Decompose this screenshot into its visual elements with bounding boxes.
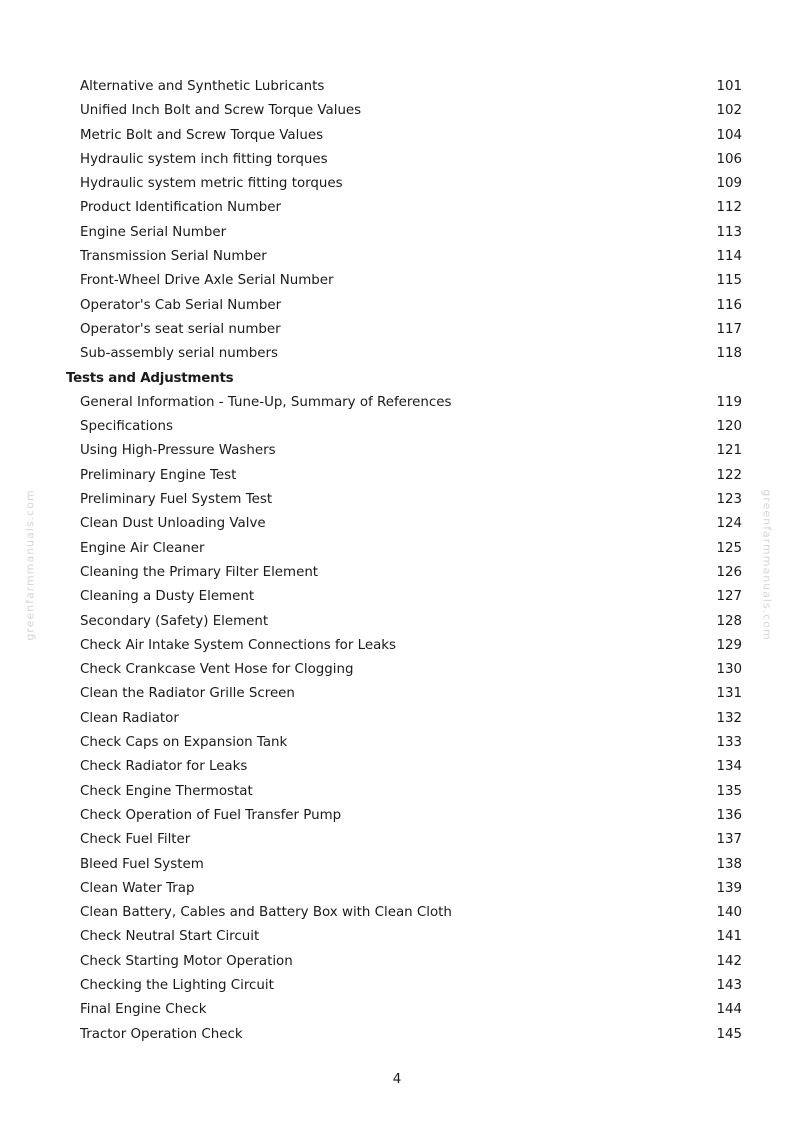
toc-entry-page: 136 bbox=[716, 807, 742, 823]
toc-entry[interactable] bbox=[0, 99, 794, 123]
toc-entry-title: Secondary (Safety) Element bbox=[80, 613, 269, 629]
watermark-left: greenfarmmanuals.com bbox=[23, 489, 37, 641]
toc-entry-page: 126 bbox=[716, 564, 742, 580]
toc-entry-page: 134 bbox=[716, 759, 742, 775]
toc-entry[interactable] bbox=[0, 196, 794, 220]
toc-entry-title: Sub-assembly serial numbers bbox=[80, 346, 279, 362]
toc-entry[interactable] bbox=[0, 610, 794, 634]
toc-entry-page: 125 bbox=[716, 540, 742, 556]
toc-entry-title: Hydraulic system metric fitting torques bbox=[80, 176, 343, 192]
toc-entry-title: Check Crankcase Vent Hose for Clogging bbox=[80, 662, 354, 678]
toc-entry[interactable] bbox=[0, 853, 794, 877]
toc-entry[interactable] bbox=[0, 925, 794, 949]
toc-entry[interactable] bbox=[0, 828, 794, 852]
toc-section-heading[interactable] bbox=[0, 367, 794, 391]
toc-entry-title: Preliminary Engine Test bbox=[80, 467, 237, 483]
toc-entry-page: 123 bbox=[716, 492, 742, 508]
toc-entry[interactable] bbox=[0, 318, 794, 342]
toc-entry-page: 117 bbox=[716, 321, 742, 337]
toc-entry-title: Preliminary Fuel System Test bbox=[80, 492, 273, 508]
toc-entry-title: Clean the Radiator Grille Screen bbox=[80, 686, 295, 702]
toc-entry-page: 132 bbox=[716, 710, 742, 726]
toc-entry-page: 122 bbox=[716, 467, 742, 483]
toc-entry-page: 102 bbox=[716, 103, 742, 119]
toc-entry-title: Alternative and Synthetic Lubricants bbox=[80, 79, 325, 94]
toc-entry-page: 129 bbox=[716, 637, 742, 653]
toc-entry-title: Check Neutral Start Circuit bbox=[80, 929, 260, 945]
toc-entry[interactable] bbox=[0, 780, 794, 804]
toc-entry-title: Check Operation of Fuel Transfer Pump bbox=[80, 807, 342, 823]
toc-entry[interactable] bbox=[0, 1023, 794, 1047]
toc-entry[interactable] bbox=[0, 707, 794, 731]
toc-entry[interactable] bbox=[0, 148, 794, 172]
toc-entry[interactable] bbox=[0, 294, 794, 318]
toc-entry-title: Operator's seat serial number bbox=[80, 321, 281, 337]
toc-entry-title: Clean Battery, Cables and Battery Box with Clean Cloth bbox=[80, 905, 452, 921]
toc-entry-title: Cleaning a Dusty Element bbox=[80, 589, 255, 605]
table-of-contents bbox=[0, 75, 794, 1047]
watermark-right: greenfarmmanuals.com bbox=[760, 489, 774, 641]
toc-entry[interactable] bbox=[0, 998, 794, 1022]
toc-entry-page: 140 bbox=[716, 905, 742, 921]
toc-entry-page: 133 bbox=[716, 735, 742, 751]
toc-entry-page: 135 bbox=[716, 783, 742, 799]
toc-entry-page: 131 bbox=[716, 686, 742, 702]
toc-entry-page: 113 bbox=[716, 224, 742, 240]
toc-entry[interactable] bbox=[0, 537, 794, 561]
toc-entry-page: 112 bbox=[716, 200, 742, 216]
toc-entry-title: Specifications bbox=[80, 419, 173, 435]
toc-entry-page: 138 bbox=[716, 856, 742, 872]
toc-entry[interactable] bbox=[0, 658, 794, 682]
toc-entry-page: 114 bbox=[716, 249, 742, 265]
toc-entry[interactable] bbox=[0, 755, 794, 779]
toc-entry[interactable] bbox=[0, 488, 794, 512]
toc-entry[interactable] bbox=[0, 342, 794, 366]
toc-entry[interactable] bbox=[0, 950, 794, 974]
toc-entry-title: Using High-Pressure Washers bbox=[80, 443, 276, 459]
toc-entry[interactable] bbox=[0, 415, 794, 439]
toc-entry[interactable] bbox=[0, 172, 794, 196]
toc-entry[interactable] bbox=[0, 269, 794, 293]
toc-entry-page: 120 bbox=[716, 419, 742, 435]
toc-entry-page: 144 bbox=[716, 1002, 742, 1018]
toc-entry[interactable] bbox=[0, 731, 794, 755]
toc-entry-page: 143 bbox=[716, 977, 742, 993]
toc-entry[interactable] bbox=[0, 221, 794, 245]
toc-entry-title: Check Radiator for Leaks bbox=[80, 759, 248, 775]
toc-entry[interactable] bbox=[0, 391, 794, 415]
toc-entry-page: 119 bbox=[716, 394, 742, 410]
toc-entry-page: 115 bbox=[716, 273, 742, 289]
toc-entry-title: Front-Wheel Drive Axle Serial Number bbox=[80, 273, 334, 289]
toc-entry-title: Tractor Operation Check bbox=[80, 1026, 243, 1042]
toc-entry-title: Final Engine Check bbox=[80, 1002, 207, 1018]
toc-entry-title: Check Engine Thermostat bbox=[80, 783, 253, 799]
toc-entry-page: 116 bbox=[716, 297, 742, 313]
toc-entry[interactable] bbox=[0, 464, 794, 488]
toc-entry-page: 142 bbox=[716, 953, 742, 969]
toc-entry-page: 109 bbox=[716, 176, 742, 192]
toc-entry[interactable] bbox=[0, 245, 794, 269]
toc-entry-title: Cleaning the Primary Filter Element bbox=[80, 564, 319, 580]
toc-entry-page: 137 bbox=[716, 832, 742, 848]
toc-entry-title: Transmission Serial Number bbox=[80, 249, 267, 265]
toc-entry-title: Bleed Fuel System bbox=[80, 856, 204, 872]
toc-entry-title: Metric Bolt and Screw Torque Values bbox=[80, 127, 324, 143]
toc-entry[interactable] bbox=[0, 585, 794, 609]
toc-entry-title: Hydraulic system inch fitting torques bbox=[80, 151, 328, 167]
toc-entry-page: 121 bbox=[716, 443, 742, 459]
page-number: 4 bbox=[392, 1072, 402, 1087]
toc-entry[interactable] bbox=[0, 901, 794, 925]
toc-entry-page: 128 bbox=[716, 613, 742, 629]
toc-entry-page: 118 bbox=[716, 346, 742, 362]
toc-entry-title: Check Caps on Expansion Tank bbox=[80, 735, 288, 751]
toc-entry-page: 124 bbox=[716, 516, 742, 532]
toc-entry-title: Check Fuel Filter bbox=[80, 832, 191, 848]
toc-entry-title: Clean Water Trap bbox=[80, 880, 195, 896]
toc-entry-title: Clean Radiator bbox=[80, 710, 179, 726]
toc-entry-title: Check Air Intake System Connections for Leaks bbox=[80, 637, 397, 653]
toc-entry-title: Product Identification Number bbox=[80, 200, 281, 216]
toc-entry-title: General Information - Tune-Up, Summary of References bbox=[80, 394, 452, 410]
toc-entry[interactable] bbox=[0, 75, 794, 99]
toc-entry-title: Checking the Lighting Circuit bbox=[80, 977, 274, 993]
toc-entry-page: 145 bbox=[716, 1026, 742, 1042]
toc-entry[interactable] bbox=[0, 124, 794, 148]
section-title: Tests and Adjustments bbox=[66, 370, 234, 386]
toc-entry-title: Operator's Cab Serial Number bbox=[80, 297, 282, 313]
toc-entry[interactable] bbox=[0, 561, 794, 585]
toc-entry[interactable] bbox=[0, 877, 794, 901]
toc-entry-title: Engine Air Cleaner bbox=[80, 540, 205, 556]
toc-entry[interactable] bbox=[0, 634, 794, 658]
toc-entry-page: 139 bbox=[716, 880, 742, 896]
toc-entry-title: Engine Serial Number bbox=[80, 224, 227, 240]
toc-entry-page: 104 bbox=[716, 127, 742, 143]
toc-entry-page: 130 bbox=[716, 662, 742, 678]
toc-entry-page: 101 bbox=[716, 79, 742, 94]
toc-entry-title: Check Starting Motor Operation bbox=[80, 953, 293, 969]
toc-entry-page: 141 bbox=[716, 929, 742, 945]
toc-entry-page: 106 bbox=[716, 151, 742, 167]
toc-entry[interactable] bbox=[0, 682, 794, 706]
toc-entry-title: Clean Dust Unloading Valve bbox=[80, 516, 266, 532]
toc-entry-title: Unified Inch Bolt and Screw Torque Values bbox=[80, 103, 362, 119]
toc-entry-page: 127 bbox=[716, 589, 742, 605]
toc-entry[interactable] bbox=[0, 804, 794, 828]
toc-entry[interactable] bbox=[0, 974, 794, 998]
toc-entry[interactable] bbox=[0, 439, 794, 463]
toc-entry[interactable] bbox=[0, 512, 794, 536]
